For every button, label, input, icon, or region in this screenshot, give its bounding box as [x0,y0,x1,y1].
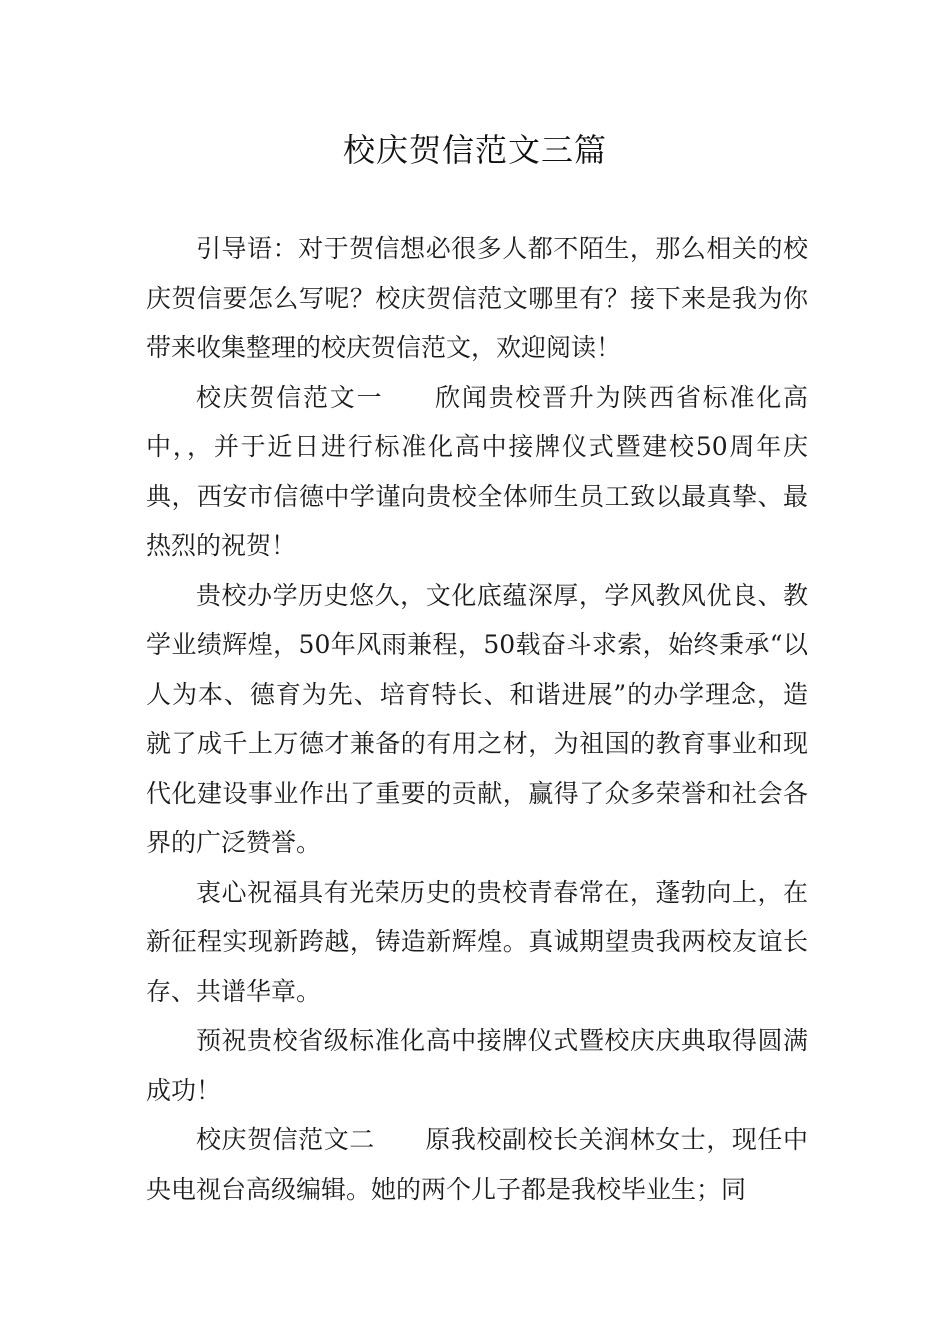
sample-two-paragraph [146,1115,808,1214]
sample-one-paragraph [146,373,808,571]
wishes-paragraph [146,868,808,1017]
history-paragraph [146,571,808,868]
section-heading: 校庆贺信范文二 [196,1125,375,1154]
paragraph-text: 贵校办学历史悠久，文化底蕴深厚，学风教风优良、教学业绩辉煌，50年风雨兼程，50载奋斗求索，始终秉承“以人为本、德育为先、培育特长、和谐进展”的办学理念，造就了成千上万德才兼备的有用之材，为祖国的教育事业和现代化建设事业作出了重要的贡献，赢得了众多荣誉和社会各界的广泛赞誉。 [146,580,808,857]
intro-paragraph [146,224,808,373]
paragraph-text: 原我校副校长关润林女士，现任中央电视台高级编辑。她的两个儿子都是我校毕业生；同 [146,1125,808,1204]
section-heading: 校庆贺信范文一 [196,382,384,412]
paragraph-text: 衷心祝福具有光荣历史的贵校青春常在，蓬勃向上，在新征程实现新跨越，铸造新辉煌。真诚期望贵我两校友谊长存、共谱华章。 [146,877,808,1006]
paragraph-text: 预祝贵校省级标准化高中接牌仪式暨校庆庆典取得圆满成功！ [146,1026,808,1105]
paragraph-text: 欣闻贵校晋升为陕西省标准化高中，，并于近日进行标准化高中接牌仪式暨建校50周年庆典，西安市信德中学谨向贵校全体师生员工致以最真挚、最热烈的祝贺！ [146,382,808,560]
document-title: 校庆贺信范文三篇 [342,131,607,169]
success-paragraph [146,1016,808,1115]
paragraph-text: 引导语：对于贺信想必很多人都不陌生，那么相关的校庆贺信要怎么写呢？校庆贺信范文哪里有？接下来是我为你带来收集整理的校庆贺信范文，欢迎阅读！ [146,234,808,362]
document-body [146,224,808,1214]
